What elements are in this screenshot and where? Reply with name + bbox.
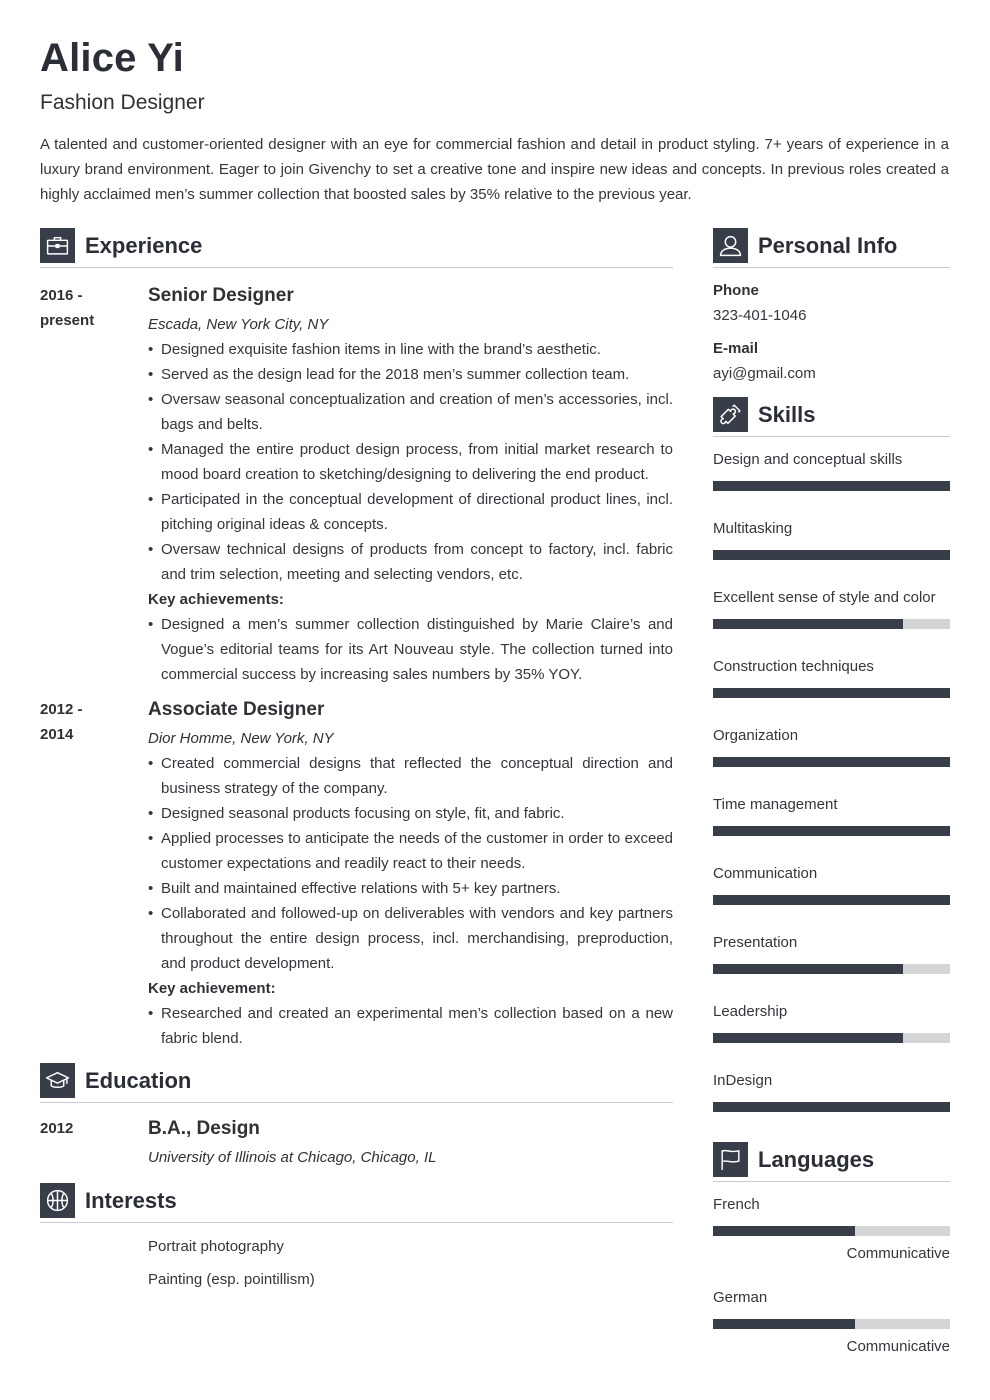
skill-name: Communication: [713, 865, 818, 882]
skill-name: InDesign: [713, 1072, 773, 1089]
languages-section-header: [713, 1142, 950, 1182]
language-level-bar: [713, 1319, 950, 1329]
skill-level-fill: [713, 619, 903, 629]
bullet-item: • Managed the entire product design process, from initial market research to mood board creation to sketching/designing to delivering the end product.: [148, 437, 673, 487]
skill-name: Design and conceptual skills: [713, 451, 903, 468]
phone-label: Phone: [713, 282, 759, 299]
language-level-label: Communicative: [846, 1245, 950, 1262]
job-title: Associate Designer: [148, 699, 325, 720]
language-level-bar: [713, 1226, 950, 1236]
languages-list: [713, 1195, 950, 1357]
skills-list: [713, 450, 950, 1112]
language-level-fill: [713, 1319, 855, 1329]
bullet-item: • Oversaw seasonal conceptualization and creation of men’s accessories, incl. bags and belts.: [148, 387, 673, 437]
ball-icon: [40, 1183, 75, 1218]
skill-level-fill: [713, 550, 950, 560]
candidate-name: Alice Yi: [40, 36, 184, 80]
bullet-item: • Served as the design lead for the 2018 men’s summer collection team.: [148, 362, 673, 387]
job-employer: Escada, New York City, NY: [148, 316, 329, 333]
bullet-item: • Designed a men’s summer collection distinguished by Marie Claire’s and Vogue’s editorial teams for its Art Nouveau style. The collection turned into commercial success by increasing sales numbers by 35% YOY.: [148, 612, 673, 687]
skill-level-fill: [713, 964, 903, 974]
key-achievements-list: [148, 1001, 673, 1051]
key-achievements-list: [148, 612, 673, 687]
skill-level-bar: [713, 895, 950, 905]
education-year: 2012: [40, 1120, 74, 1137]
candidate-title: Fashion Designer: [40, 91, 205, 114]
education-entry: [40, 1116, 673, 1170]
person-icon: [713, 228, 748, 263]
languages-heading: Languages: [758, 1147, 875, 1172]
skill-level-bar: [713, 757, 950, 767]
skill-level-fill: [713, 895, 950, 905]
bullet-item: • Applied processes to anticipate the needs of the customer in order to exceed customer expectations and readily react to their needs.: [148, 826, 673, 876]
skill-level-fill: [713, 826, 950, 836]
skill-level-bar: [713, 964, 950, 974]
bullet-item: • Built and maintained effective relations with 5+ key partners.: [148, 876, 673, 901]
education-section-header: [40, 1063, 673, 1103]
skills-section-header: [713, 397, 950, 437]
interest-item: Painting (esp. pointillism): [148, 1271, 315, 1288]
skill-level-bar: [713, 1033, 950, 1043]
skill-level-fill: [713, 757, 950, 767]
email-label: E-mail: [713, 340, 759, 357]
school: University of Illinois at Chicago, Chicago, IL: [148, 1149, 437, 1166]
job-date-start: 2012 -: [40, 701, 83, 718]
left-column: [40, 228, 673, 1296]
bullet-item: • Researched and created an experimental men’s collection based on a new fabric blend.: [148, 1001, 673, 1051]
skill-name: Excellent sense of style and color: [713, 589, 936, 606]
interests-section-header: [40, 1183, 673, 1223]
job-date: [40, 697, 135, 747]
skill-level-bar: [713, 481, 950, 491]
skill-level-fill: [713, 688, 950, 698]
experience-heading: Experience: [85, 233, 203, 258]
skill-name: Time management: [713, 796, 838, 813]
skill-level-bar: [713, 550, 950, 560]
skill-name: Presentation: [713, 934, 798, 951]
skill-level-fill: [713, 481, 950, 491]
bullet-item: • Participated in the conceptual development of directional product lines, incl. pitching original ideas & concepts.: [148, 487, 673, 537]
right-column: [713, 228, 950, 1381]
email-value[interactable]: ayi@gmail.com: [713, 365, 816, 382]
job-bullets: [148, 337, 673, 587]
language-level-fill: [713, 1226, 855, 1236]
education-heading: Education: [85, 1068, 192, 1093]
skill-level-bar: [713, 688, 950, 698]
skills-heading: Skills: [758, 402, 816, 427]
language-name: German: [713, 1289, 768, 1306]
skill-level-bar: [713, 619, 950, 629]
job-date-end: 2014: [40, 726, 74, 743]
job-entry: [40, 283, 673, 687]
puzzle-icon: [713, 397, 748, 432]
job-entry: [40, 697, 673, 1051]
skill-name: Leadership: [713, 1003, 788, 1020]
skill-level-bar: [713, 1102, 950, 1112]
skill-level-fill: [713, 1102, 950, 1112]
language-name: French: [713, 1196, 760, 1213]
bullet-item: • Created commercial designs that reflected the conceptual direction and business strategy of the company.: [148, 751, 673, 801]
job-date-start: 2016 -: [40, 287, 83, 304]
language-level-label: Communicative: [846, 1338, 950, 1355]
skill-name: Organization: [713, 727, 799, 744]
personal-info-section-header: [713, 228, 950, 268]
job-title: Senior Designer: [148, 285, 294, 306]
graduation-cap-icon: [40, 1063, 75, 1098]
interests-heading: Interests: [85, 1188, 177, 1213]
degree: B.A., Design: [148, 1118, 260, 1139]
job-bullets: [148, 751, 673, 976]
bullet-item: • Designed seasonal products focusing on style, fit, and fabric.: [148, 801, 673, 826]
briefcase-icon: [40, 228, 75, 263]
bullet-item: • Oversaw technical designs of products from concept to factory, incl. fabric and trim selection, meeting and selecting vendors, etc.: [148, 537, 673, 587]
job-date-end: present: [40, 312, 95, 329]
summary: A talented and customer-oriented designer with an eye for commercial fashion and detail in product styling. 7+ years of experience in a luxury brand environment. Eager to join Givenchy to set a creative tone and inspire new ideas and concepts. In previous roles created a highly acclaimed men’s summer collection that boosted sales by 35% relative to the previous year.: [40, 136, 949, 203]
skill-level-fill: [713, 1033, 903, 1043]
phone-value[interactable]: 323-401-1046: [713, 307, 807, 324]
bullet-item: • Designed exquisite fashion items in line with the brand’s aesthetic.: [148, 337, 673, 362]
key-achievements-heading: Key achievement:: [148, 980, 276, 997]
key-achievements-heading: Key achievements:: [148, 591, 284, 608]
job-date: [40, 283, 135, 333]
interest-item: Portrait photography: [148, 1238, 284, 1255]
skill-level-bar: [713, 826, 950, 836]
skill-name: Construction techniques: [713, 658, 874, 675]
job-employer: Dior Homme, New York, NY: [148, 730, 334, 747]
skill-name: Multitasking: [713, 520, 793, 537]
bullet-item: • Collaborated and followed-up on deliverables with vendors and key partners throughout the entire design process, incl. merchandising, preproduction, and product development.: [148, 901, 673, 976]
personal-info-heading: Personal Info: [758, 233, 898, 258]
flag-icon: [713, 1142, 748, 1177]
experience-section-header: [40, 228, 673, 268]
